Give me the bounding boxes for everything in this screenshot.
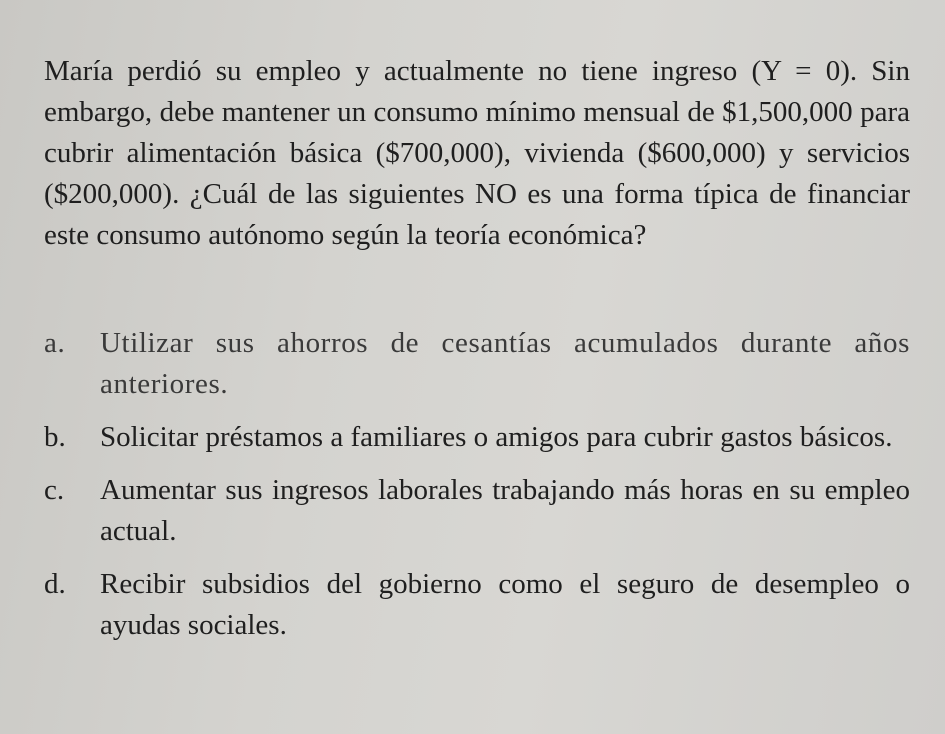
option-letter: b. <box>44 421 66 453</box>
option-text: Solicitar préstamos a familiares o amigos para cubrir gastos básicos. <box>100 421 893 453</box>
option-letter: c. <box>44 474 65 506</box>
option-letter: d. <box>44 568 66 600</box>
answer-options <box>44 323 910 658</box>
option-b <box>44 417 910 458</box>
option-text: Recibir subsidios del gobierno como el seguro de desempleo o ayudas sociales. <box>100 568 910 641</box>
question-text: María perdió su empleo y actualmente no tiene ingreso (Y = 0). Sin embargo, debe mantener un consumo mínimo mensual de $1,500,000 para cubrir alimentación básica ($700,000), vivienda ($600,000) y servicios ($200,000). ¿Cuál de las siguientes NO es una forma típica de financiar este consumo autónomo según la teoría económica? <box>44 55 910 251</box>
option-a <box>44 323 910 405</box>
option-text: Utilizar sus ahorros de cesantías acumulados durante años anteriores. <box>100 327 910 400</box>
option-c <box>44 470 910 552</box>
option-text: Aumentar sus ingresos laborales trabajando más horas en su empleo actual. <box>100 474 910 547</box>
option-d <box>44 564 910 646</box>
option-letter: a. <box>44 327 66 359</box>
